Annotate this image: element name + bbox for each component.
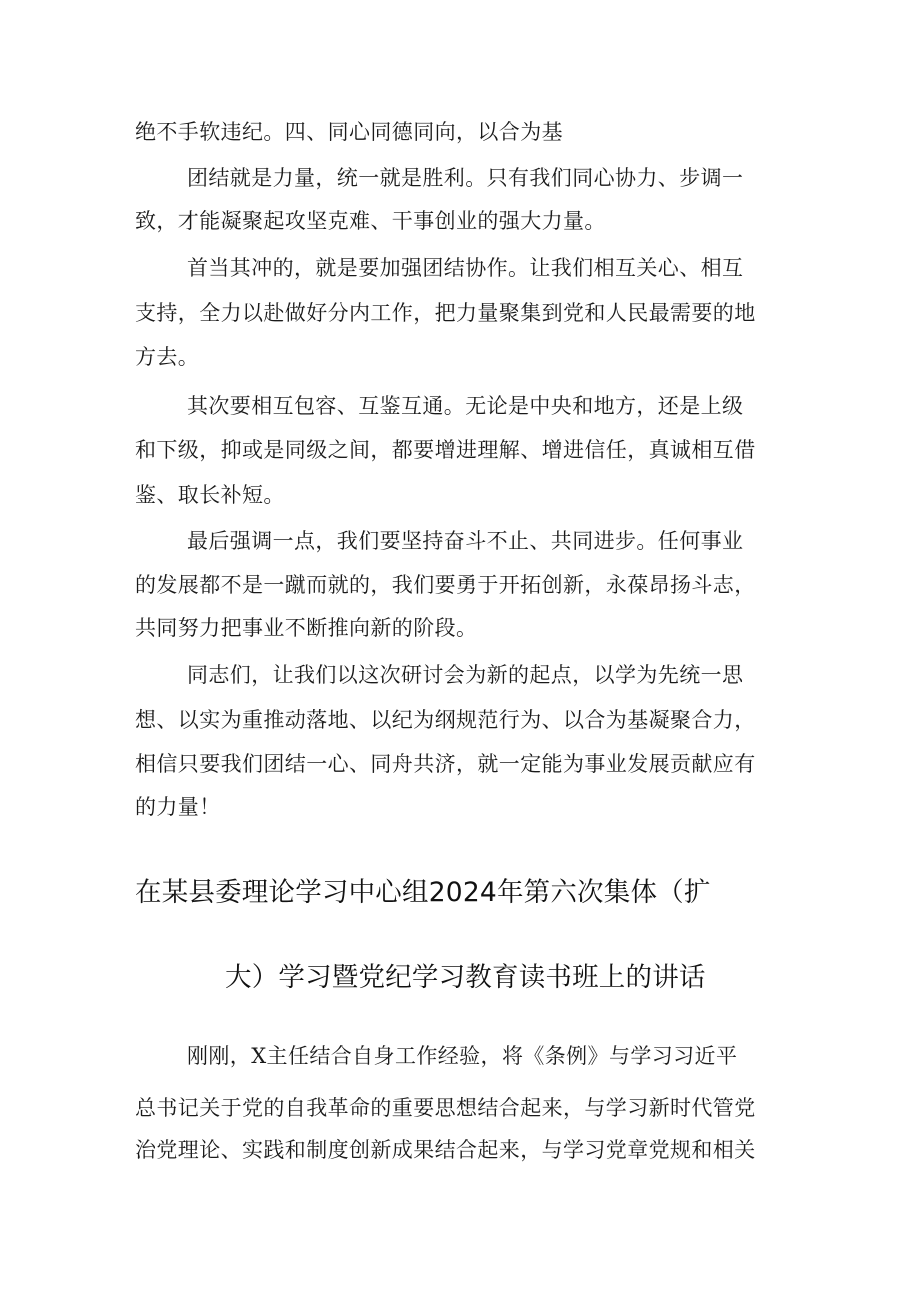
paragraph-line: 首当其冲的，就是要加强团结协作。让我们相互关心、相互 — [187, 256, 744, 280]
paragraph-line: 的力量！ — [135, 795, 221, 819]
paragraph-line: 鉴、取长补短。 — [135, 483, 285, 507]
paragraph-line: 想、以实为重推动落地、以纪为纲规范行为、以合为基凝聚合力， — [135, 708, 756, 732]
section-title-line-1: 在某县委理论学习中心组2024年第六次集体（扩 — [135, 877, 711, 908]
paragraph-line: 支持，全力以赴做好分内工作，把力量聚集到党和人民最需要的地 — [135, 301, 756, 325]
paragraph-line: 的发展都不是一蹴而就的，我们要勇于开拓创新，永葆昂扬斗志， — [135, 573, 756, 597]
paragraph-line: 共同努力把事业不断推向新的阶段。 — [135, 616, 478, 640]
paragraph-line: 相信只要我们团结一心、同舟共济，就一定能为事业发展贡献应有 — [135, 752, 756, 776]
paragraph-line: 团结就是力量，统一就是胜利。只有我们同心协力、步调一 — [187, 166, 744, 190]
body-line: 绝不手软违纪。四、同心同德同向，以合为基 — [135, 120, 563, 144]
paragraph-line: 治党理论、实践和制度创新成果结合起来，与学习党章党规和相关 — [135, 1138, 756, 1162]
paragraph-line: 方去。 — [135, 345, 200, 369]
paragraph-line: 刚刚，X主任结合自身工作经验，将《条例》与学习习近平 — [187, 1044, 738, 1068]
paragraph-line: 同志们，让我们以这次研讨会为新的起点，以学为先统一思 — [187, 663, 744, 687]
paragraph-line: 总书记关于党的自我革命的重要思想结合起来，与学习新时代管党 — [135, 1096, 756, 1120]
section-title-line-2: 大）学习暨党纪学习教育读书班上的讲话 — [225, 962, 706, 993]
paragraph-line: 和下级，抑或是同级之间，都要增进理解、增进信任，真诚相互借 — [135, 438, 756, 462]
paragraph-line: 致，才能凝聚起攻坚克难、干事创业的强大力量。 — [135, 209, 606, 233]
paragraph-line: 最后强调一点，我们要坚持奋斗不止、共同进步。任何事业 — [187, 529, 744, 553]
paragraph-line: 其次要相互包容、互鉴互通。无论是中央和地方，还是上级 — [187, 394, 744, 418]
